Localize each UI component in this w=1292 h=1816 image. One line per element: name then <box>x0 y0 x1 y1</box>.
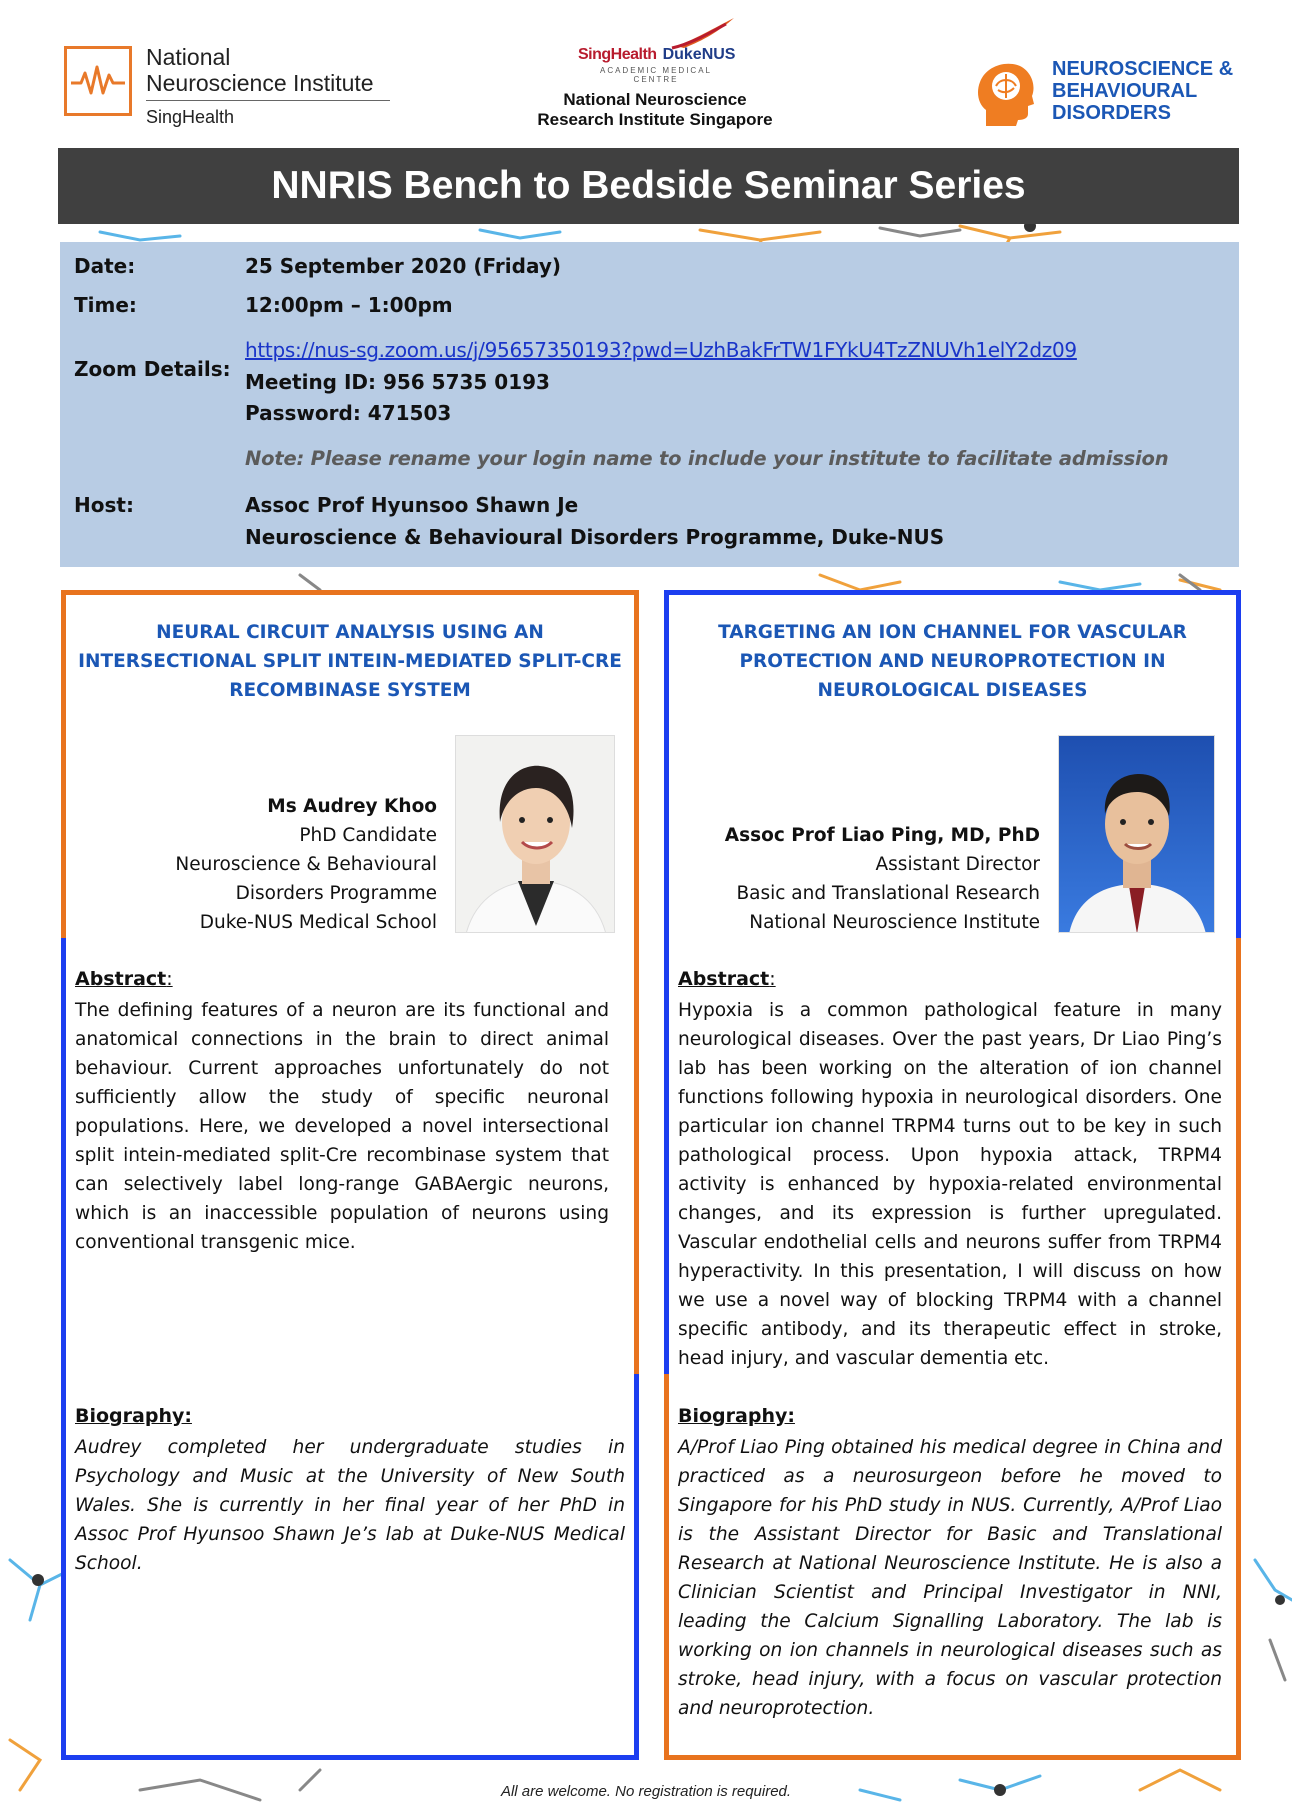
left-speaker-block <box>101 792 437 937</box>
right-biography-text: A/Prof Liao Ping obtained his medical degree in China and practiced as a neurosurgeon before he moved to Singapore for his PhD study in NUS. Currently, A/Prof Liao is the Assistant Director for Basic and Translational Research at National Neuroscience Institute. He is also a Clinician Scientist and Principal Investigator in NNI, leading the Calcium Signalling Laboratory. The lab is working on ion channels in neurological diseases such as stroke, head injury, with a focus on vascular protection and neuroprotection. <box>678 1437 1222 1719</box>
left-speaker-photo <box>455 735 615 933</box>
right-abstract-heading-text: Abstract <box>678 968 770 990</box>
host-name: Assoc Prof Hyunsoo Shawn Je <box>245 493 579 517</box>
right-talk-title-line: TARGETING AN ION CHANNEL FOR VASCULAR <box>718 622 1187 643</box>
left-panel-border-left-lower <box>61 938 66 1760</box>
meeting-id: Meeting ID: 956 5735 0193 <box>245 370 550 394</box>
event-details-panel <box>60 242 1239 567</box>
time-value: 12:00pm – 1:00pm <box>245 293 453 317</box>
date-value: 25 September 2020 (Friday) <box>245 254 561 278</box>
right-talk-panel <box>664 590 1241 1760</box>
left-talk-title-line: NEURAL CIRCUIT ANALYSIS USING AN <box>156 622 544 643</box>
left-abstract-heading-text: Abstract <box>75 968 167 990</box>
right-panel-border-top <box>664 590 1241 595</box>
right-speaker-name: Assoc Prof Liao Ping, MD, PhD <box>724 825 1040 846</box>
time-label: Time: <box>74 293 137 317</box>
amc-caption: ACADEMIC MEDICAL CENTRE <box>599 66 712 84</box>
right-speaker-photo <box>1058 735 1215 933</box>
right-biography-heading: Biography: <box>678 1405 795 1427</box>
left-panel-border-top <box>61 590 639 595</box>
admission-note: Note: Please rename your login name to include your institute to facilitate admission <box>245 447 1169 470</box>
host-label: Host: <box>74 493 134 517</box>
brain-head-icon <box>976 58 1036 128</box>
right-panel-border-left-upper <box>664 590 669 1374</box>
right-talk-title-line: NEUROLOGICAL DISEASES <box>817 680 1088 701</box>
left-talk-title-line: INTERSECTIONAL SPLIT INTEIN-MEDIATED SPLIT-CRE <box>78 651 622 672</box>
left-panel-border-right-lower <box>634 1374 639 1760</box>
footer-note: All are welcome. No registration is required. <box>500 1783 792 1800</box>
nbd-name <box>1052 58 1233 124</box>
right-panel-border-right-lower <box>1236 938 1241 1760</box>
singhealth-dukenus-logo <box>520 16 790 136</box>
nni-name-line2: Neuroscience Institute <box>146 70 374 96</box>
left-panel-border-right-upper <box>634 590 639 1374</box>
zoom-link[interactable]: https://nus-sg.zoom.us/j/95657350193?pwd=UzhBakFrTW1FYkU4TzZNUVh1elY2dz09 <box>245 338 1077 362</box>
nni-parent-name: SingHealth <box>146 107 235 127</box>
left-abstract-heading <box>75 968 173 990</box>
meeting-password: Password: 471503 <box>245 401 452 425</box>
left-speaker-dept: Disorders Programme <box>235 883 437 904</box>
left-talk-title <box>61 618 639 705</box>
title-banner <box>58 148 1239 224</box>
right-abstract-heading <box>678 968 776 990</box>
left-talk-title-line: RECOMBINASE SYSTEM <box>229 680 471 701</box>
left-biography-text: Audrey completed her undergraduate studies in Psychology and Music at the University of New South Wales. She is currently in her final year of her PhD in Assoc Prof Hyunsoo Shawn Je’s lab at Duke-NUS Medical School. <box>75 1437 625 1574</box>
host-affiliation: Neuroscience & Behavioural Disorders Programme, Duke-NUS <box>245 525 945 549</box>
left-biography-heading: Biography: <box>75 1405 192 1427</box>
nbd-logo <box>976 54 1276 134</box>
nni-logo <box>64 42 390 134</box>
right-panel-border-left-lower <box>664 1374 669 1760</box>
left-panel-border-left-upper <box>61 590 66 938</box>
singhealth-swoosh-icon <box>670 16 740 50</box>
nnris-name-line2: Research Institute Singapore <box>537 110 773 129</box>
nni-wave-icon <box>64 46 132 116</box>
left-panel-border-bottom <box>61 1755 639 1760</box>
singhealth-dukenus-wordmark <box>578 46 735 64</box>
left-abstract-text: The defining features of a neuron are its functional and anatomical connections in the brain to direct animal behaviour. Current approaches unfortunately do not sufficiently allow the study of specific neuronal populations. Here, we developed a novel intersectional split intein-mediated split-Cre recombinase system that can selectively label long-range GABAergic neurons, which is an inaccessible population of neurons using conventional transgenic mice. <box>75 1000 609 1253</box>
right-panel-border-bottom <box>664 1755 1241 1760</box>
zoom-details-label: Zoom Details: <box>74 357 231 381</box>
nbd-name-line1: NEUROSCIENCE & <box>1052 58 1234 80</box>
nni-divider <box>146 100 390 101</box>
nbd-name-line3: DISORDERS <box>1052 102 1171 124</box>
left-abstract-heading-colon: : <box>166 968 173 990</box>
left-speaker-dept: Neuroscience & Behavioural <box>175 854 437 875</box>
nni-name-line1: National <box>146 44 231 70</box>
right-panel-border-right-upper <box>1236 590 1241 938</box>
date-label: Date: <box>74 254 136 278</box>
left-speaker-role: PhD Candidate <box>299 825 437 846</box>
right-talk-title-line: PROTECTION AND NEUROPROTECTION IN <box>739 651 1166 672</box>
left-speaker-name: Ms Audrey Khoo <box>267 796 437 817</box>
dukenus-wordmark: DukeNUS <box>662 46 736 63</box>
right-abstract-text: Hypoxia is a common pathological feature in many neurological diseases. Over the past years, Dr Liao Ping’s lab has been working on the alteration of ion channel functions following hypoxia in neurological disorders. One particular ion channel TRPM4 turns out to be key in such pathological process. Upon hypoxia attack, TRPM4 activity is enhanced by hypoxia-related environmental changes, and its expression is further upregulated. Vascular endothelial cells and neurons suffer from TRPM4 hyperactivity. In this presentation, I will discuss on how we use a novel way of blocking TRPM4 with a channel specific antibody, and its therapeutic effect in stroke, head injury, and vascular dementia etc. <box>678 1000 1222 1369</box>
right-speaker-dept: Basic and Translational Research <box>736 883 1040 904</box>
right-speaker-role: Assistant Director <box>875 854 1040 875</box>
singhealth-wordmark: SingHealth <box>578 46 657 63</box>
left-talk-panel <box>61 590 639 1760</box>
right-speaker-org: National Neuroscience Institute <box>749 912 1040 933</box>
seminar-series-title: NNRIS Bench to Bedside Seminar Series <box>271 164 1026 207</box>
right-abstract-heading-colon: : <box>769 968 776 990</box>
left-speaker-org: Duke-NUS Medical School <box>199 912 437 933</box>
nbd-name-line2: BEHAVIOURAL <box>1052 80 1198 102</box>
nnris-name-line1: National Neuroscience <box>563 90 747 109</box>
right-talk-title <box>664 618 1241 705</box>
right-speaker-block <box>674 821 1040 937</box>
